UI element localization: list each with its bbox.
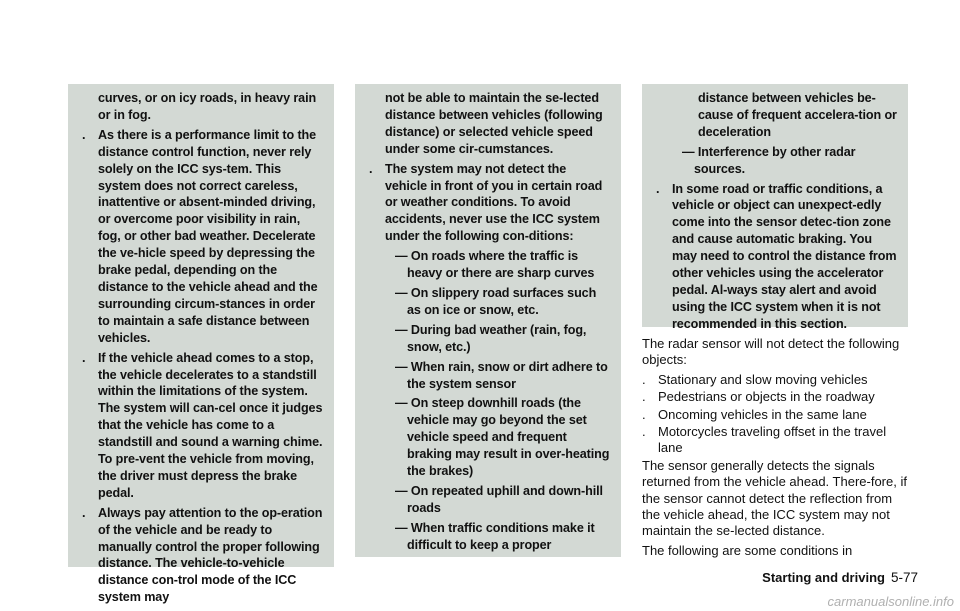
paragraph: The sensor generally detects the signals returned from the vehicle ahead. There-fore, if the sensor cannot detect the reflection from the vehicle ahead, the ICC system may not maintain the se-lected distance. — [642, 457, 907, 539]
bullet-dot: . — [82, 505, 86, 520]
condition-text: — When rain, snow or dirt adhere to the system sensor — [395, 359, 608, 391]
condition-text: — During bad weather (rain, fog, snow, etc.) — [395, 322, 587, 354]
condition-text: — On slippery road surfaces such as on ice or snow, etc. — [395, 285, 597, 317]
page-footer — [762, 570, 918, 585]
bullet-dot: . — [642, 389, 646, 405]
list-item — [642, 389, 910, 405]
warning-bullet — [369, 161, 611, 246]
condition-item — [369, 248, 611, 282]
bullet-text: As there is a performance limit to the distance control function, never rely solely on the ICC sys-tem. This system does not correct careless, inattentive or absent-minded driving, or overcome poor visibility in rain, fog, or other bad weather. Decelerate the ve-hicle speed by depressing the brake pedal, depending on the distance to the vehicle ahead and the surrounding circum-stances in order to maintain a safe distance between vehicles. — [98, 127, 318, 345]
condition-item — [369, 395, 611, 480]
bullet-dot: . — [82, 350, 86, 365]
bullet-dot: . — [642, 371, 646, 387]
condition-item — [369, 520, 611, 554]
warning-box-middle — [355, 84, 621, 557]
paragraph: The radar sensor will not detect the following objects: — [642, 336, 900, 368]
condition-item — [656, 144, 898, 178]
condition-text: — On repeated uphill and down-hill roads — [395, 483, 603, 515]
condition-item — [369, 359, 611, 393]
condition-text: — Interference by other radar sources. — [682, 144, 856, 176]
continued-text: not be able to maintain the se-lected distance between vehicles (following distance) or selected vehicle speed under some cir-cumstances. — [385, 91, 603, 156]
section-title: Starting and driving — [762, 570, 885, 585]
paragraph: The following are some conditions in — [642, 542, 853, 558]
list-item-text: Motorcycles traveling offset in the travel lane — [658, 424, 887, 456]
list-item — [642, 372, 910, 388]
continued-text: curves, or on icy roads, in heavy rain or in fog. — [98, 91, 317, 122]
bullet-text: If the vehicle ahead comes to a stop, the vehicle decelerates to a standstill within the limitations of the system. The system will can-cel once it judges that the vehicle has come to a standstill and sound a warning chime. To pre-vent the vehicle from moving, the driver must depress the brake pedal. — [98, 350, 323, 500]
bullet-dot: . — [369, 161, 373, 176]
bullet-dot: . — [642, 406, 646, 422]
condition-text: — On steep downhill roads (the vehicle may go beyond the set vehicle speed and frequent braking may result in over-heating the brakes) — [395, 396, 610, 479]
bullet-text: In some road or traffic conditions, a vehicle or object can unexpect-edly come into the sensor detec-tion zone and cause automatic braking. You may need to control the distance from other vehicles using the accelerator pedal. Al-ways stay alert and avoid using the ICC system when it is not recommended in this section. — [672, 181, 897, 331]
list-item-text: Pedestrians or objects in the roadway — [658, 389, 875, 405]
watermark: carmanualsonline.info — [827, 594, 954, 609]
warning-bullet — [82, 127, 324, 347]
page-number: 5-77 — [890, 570, 918, 585]
list-item-text: Oncoming vehicles in the same lane — [658, 406, 867, 422]
warning-bullet — [82, 505, 324, 606]
condition-item — [369, 483, 611, 517]
list-item-text: Stationary and slow moving vehicles — [658, 371, 868, 387]
condition-text: — On roads where the traffic is heavy or there are sharp curves — [395, 249, 595, 281]
warning-box-right — [642, 84, 908, 331]
condition-item — [369, 322, 611, 356]
list-item — [642, 424, 910, 457]
body-text — [642, 336, 910, 562]
bullet-text: Always pay attention to the op-eration of the vehicle and be ready to manually control the proper following distance. The vehicle-to-vehicle distance con-trol mode of the ICC system may — [98, 505, 323, 605]
bullet-dot: . — [656, 181, 660, 196]
warning-bullet — [656, 181, 898, 333]
bullet-dot: . — [642, 424, 646, 440]
bullet-text: The system may not detect the vehicle in front of you in certain road or weather conditions. To avoid accidents, never use the ICC system under the following con-ditions: — [385, 161, 603, 244]
continued-text: distance between vehicles be-cause of frequent accelera-tion or deceleration — [698, 91, 897, 139]
bullet-dot: . — [82, 127, 86, 142]
condition-text: — When traffic conditions make it difficult to keep a proper — [395, 520, 595, 552]
condition-item — [369, 285, 611, 319]
warning-box-left — [68, 84, 334, 605]
warning-bullet — [82, 350, 324, 502]
list-item — [642, 407, 910, 423]
